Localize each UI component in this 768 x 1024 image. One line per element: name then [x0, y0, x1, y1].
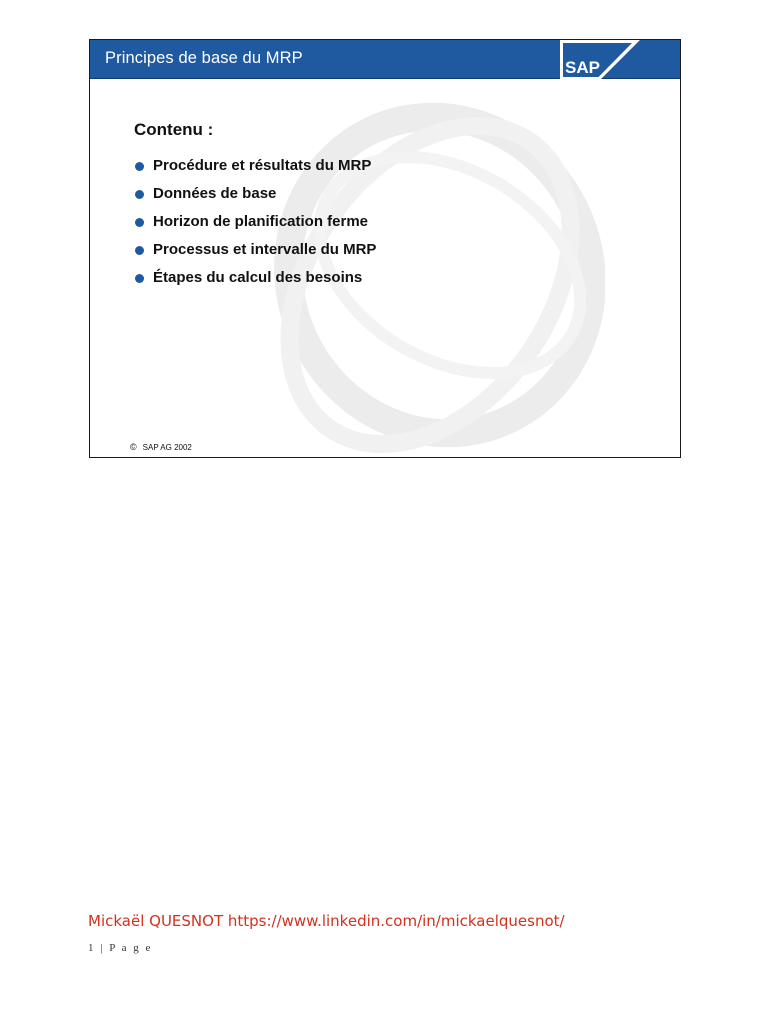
list-item-label: Procédure et résultats du MRP — [153, 157, 372, 174]
list-item-label: Étapes du calcul des besoins — [153, 269, 363, 286]
bullet-dot-icon — [135, 274, 144, 283]
slide-frame — [89, 39, 681, 458]
page-number: 1 | P a g e — [88, 942, 153, 954]
list-item — [135, 212, 376, 240]
list-item-label: Horizon de planification ferme — [153, 213, 369, 230]
list-item — [135, 156, 376, 184]
list-item — [135, 184, 376, 212]
copyright-notice — [130, 442, 192, 452]
bullet-dot-icon — [135, 218, 144, 227]
contents-list — [135, 156, 376, 296]
slide-title: Principes de base du MRP — [105, 49, 303, 67]
bullet-dot-icon — [135, 162, 144, 171]
slide-title-bar — [90, 40, 680, 79]
list-item-label: Données de base — [153, 185, 277, 202]
bullet-dot-icon — [135, 190, 144, 199]
footer-author-link[interactable]: Mickaël QUESNOT https://www.linkedin.com/in/mickaelquesnot/ — [88, 912, 565, 930]
list-item — [135, 240, 376, 268]
sap-logo-text: SAP — [565, 58, 600, 77]
list-item — [135, 268, 376, 296]
contents-heading: Contenu : — [134, 120, 214, 139]
bullet-dot-icon — [135, 246, 144, 255]
sap-logo — [560, 40, 640, 80]
list-item-label: Processus et intervalle du MRP — [153, 241, 377, 258]
copyright-icon: © — [130, 442, 137, 452]
copyright-text: SAP AG 2002 — [142, 443, 192, 452]
